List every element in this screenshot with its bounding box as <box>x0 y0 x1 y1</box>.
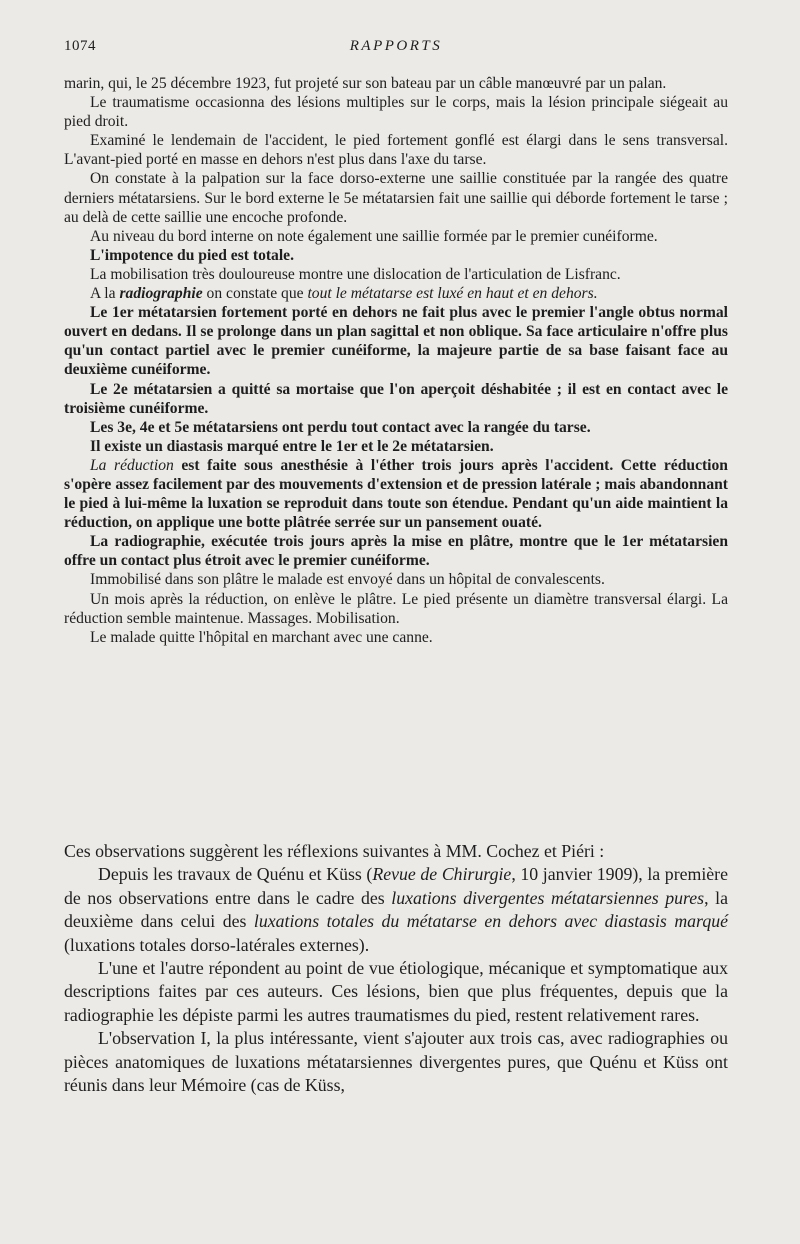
running-head: RAPPORTS <box>349 38 443 54</box>
text-run: on constate que <box>202 285 308 303</box>
text-run: , la deuxième dans celui des <box>64 887 728 932</box>
italic-term: La réduction <box>90 456 174 474</box>
paragraph: Il existe un diastasis marqué entre le 1er et le 2e métatarsien. <box>90 437 494 455</box>
discussion-text <box>64 840 728 1097</box>
paragraph <box>64 863 728 957</box>
paragraph: Le 1er métatarsien fortement porté en dehors ne fait plus avec le premier l'angle obtus normal ouvert en dedans. Il se prolonge dans un plan sagittal et non oblique. Sa face articulaire n'offre plus qu'un contact partiel avec le premier cunéiforme, la majeure partie de sa base faisant face au deuxième cunéiforme. <box>64 304 728 379</box>
paragraph: Un mois après la réduction, on enlève le plâtre. Le pied présente un diamètre transversal élargi. La réduction semble maintenue. Massages. Mobilisation. <box>64 590 728 627</box>
paragraph: Le malade quitte l'hôpital en marchant avec une canne. <box>90 628 433 646</box>
italic-term: luxations totales du métatarse en dehors avec diastasis marqué <box>253 911 728 932</box>
paragraph: Les 3e, 4e et 5e métatarsiens ont perdu tout contact avec la rangée du tarse. <box>90 418 591 436</box>
paragraph: Immobilisé dans son plâtre le malade est envoyé dans un hôpital de convalescents. <box>90 571 605 589</box>
text-run: (luxations totales dorso-latérales externes). <box>64 934 370 955</box>
journal-title: Revue de Chirurgie <box>372 864 512 885</box>
paragraph: marin, qui, le 25 décembre 1923, fut projeté sur son bateau par un câble manœuvré par un palan. <box>64 75 667 92</box>
page-number: 1074 <box>64 38 96 54</box>
paragraph <box>64 284 728 303</box>
paragraph: Ces observations suggèrent les réflexions suivantes à MM. Cochez et Piéri : <box>64 841 605 861</box>
paragraph: Le traumatisme occasionna des lésions multiples sur le corps, mais la lésion principale siégeait au pied droit. <box>64 94 728 131</box>
paragraph: On constate à la palpation sur la face dorso-externe une saillie constituée par la rangée des quatre derniers métatarsiens. Sur le bord externe le 5e métatarsien fait une saillie qui déborde fortement le tarse ; au delà de cette saillie une encoche profonde. <box>64 170 728 226</box>
paragraph: Le 2e métatarsien a quitté sa mortaise que l'on aperçoit déshabitée ; il est en contact avec le troisième cunéiforme. <box>64 380 728 417</box>
text-run: est faite sous anesthésie à l'éther trois jours après l'accident. Cette réduction s'opère assez facilement par des mouvements d'extension et de pression latérale ; mais abandonnant le pied à lui-même la luxation se reproduit dans toute son étendue. Pendant qu'un aide maintient la réduction, on applique une botte plâtrée serrée sur un pansement ouaté. <box>64 456 728 532</box>
italic-term: luxations divergentes métatarsiennes pures <box>391 887 705 908</box>
italic-term: radiographie <box>119 285 203 303</box>
paragraph: La mobilisation très douloureuse montre une dislocation de l'articulation de Lisfranc. <box>90 265 621 283</box>
paragraph: Au niveau du bord interne on note également une saillie formée par le premier cunéiforme. <box>90 227 658 245</box>
paragraph: La radiographie, exécutée trois jours après la mise en plâtre, montre que le 1er métatarsien offre un contact plus étroit avec le premier cunéiforme. <box>64 533 728 570</box>
paragraph: L'observation I, la plus intéressante, vient s'ajouter aux trois cas, avec radiographies ou pièces anatomiques de luxations métatarsiennes divergentes pures, que Quénu et Küss ont réunis dans leur Mémoire (cas de Küss, <box>64 1028 728 1096</box>
case-report-text <box>64 74 728 647</box>
paragraph <box>64 456 728 532</box>
italic-term: tout le métatarse est luxé en haut et en dehors. <box>307 285 598 303</box>
text-run: Depuis les travaux de Quénu et Küss ( <box>98 864 373 885</box>
paragraph: L'une et l'autre répondent au point de vue étiologique, mécanique et symptomatique aux descriptions faites par ces auteurs. Ces lésions, bien que plus fréquentes, depuis que la radiographie les dépiste parmi les autres traumatismes du pied, restent relativement rares. <box>64 958 728 1025</box>
text-run: A la <box>90 285 120 303</box>
paragraph: Examiné le lendemain de l'accident, le pied fortement gonflé est élargi dans le sens transversal. L'avant-pied porté en masse en dehors n'est plus dans l'axe du tarse. <box>64 132 728 169</box>
page-header <box>64 38 728 58</box>
text-run: , 10 janvier 1909), la première de nos observations entre dans le cadre des <box>64 864 728 908</box>
paragraph: L'impotence du pied est totale. <box>90 246 295 264</box>
